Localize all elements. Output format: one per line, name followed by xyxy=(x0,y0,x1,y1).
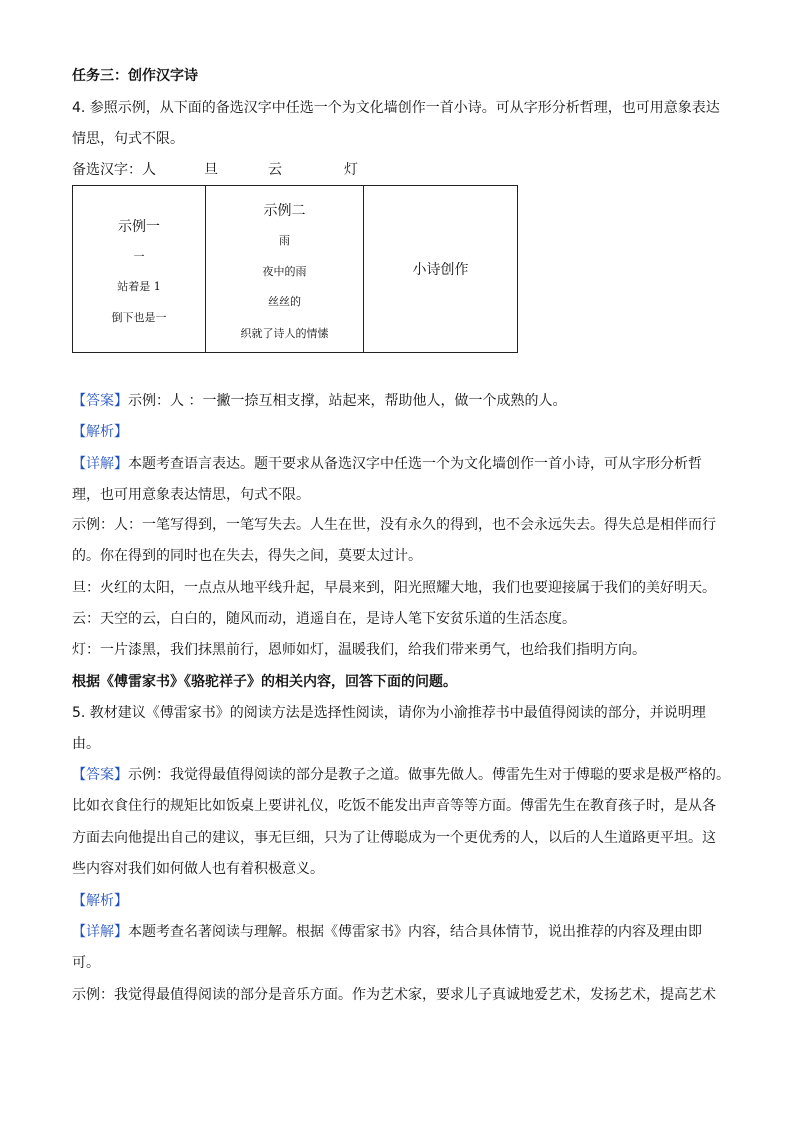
answer-4 xyxy=(72,391,566,411)
example-one-line-3: 倒下也是一 xyxy=(111,311,167,324)
question-5-line-1: 5. 教材建议《傅雷家书》的阅读方法是选择性阅读，请你为小渝推荐书中最值得阅读的部分，并说明理 xyxy=(72,705,706,721)
example-dan: 旦：火红的太阳，一点点从地平线升起，早晨来到，阳光照耀大地，我们也要迎接属于我们的美好明天。 xyxy=(72,580,716,596)
example-yun: 云：天空的云，白白的，随风而动，逍遥自在，是诗人笔下安贫乐道的生活态度。 xyxy=(72,611,576,627)
example-two-line-1: 雨 xyxy=(279,234,290,247)
candidate-deng: 灯 xyxy=(344,162,358,178)
example-one-title: 示例一 xyxy=(118,219,160,235)
candidates-label: 备选汉字： xyxy=(72,162,142,178)
example-two-line-3: 丝丝的 xyxy=(268,295,301,308)
example-two-line-4: 织就了诗人的情愫 xyxy=(240,327,329,340)
detail-tag: 【详解】 xyxy=(72,456,128,472)
answer-5-text: 示例：我觉得最值得阅读的部分是教子之道。做事先做人。傅雷先生对于傅聪的要求是极严格的。 xyxy=(128,767,730,783)
example-music-line: 示例：我觉得最值得阅读的部分是音乐方面。作为艺术家，要求儿子真诚地爱艺术，发扬艺术，提高艺术 xyxy=(72,987,716,1003)
answer-tag: 【答案】 xyxy=(72,393,128,409)
detail-5-line-2: 可。 xyxy=(72,955,100,971)
answer-tag: 【答案】 xyxy=(72,767,128,783)
detail-5-line-1 xyxy=(72,922,702,942)
task-title: 任务三：创作汉字诗 xyxy=(72,68,198,84)
examples-table xyxy=(72,185,518,353)
answer-5-line-4: 些内容对我们如何做人也有着积极意义。 xyxy=(72,861,324,877)
detail-5-text: 本题考查名著阅读与理解。根据《傅雷家书》内容，结合具体情节，说出推荐的内容及理由即 xyxy=(128,924,702,940)
answer-5-line-1 xyxy=(72,765,730,785)
detail-4-line-1 xyxy=(72,454,702,474)
question-4-line-2: 情思，句式不限。 xyxy=(72,131,184,147)
candidate-ren: 人 xyxy=(142,162,156,178)
example-ren-line-2: 的。你在得到的同时也在失去，得失之间，莫要太过计。 xyxy=(72,548,422,564)
example-ren-line-1: 示例：人：一笔写得到，一笔写失去。人生在世，没有永久的得到，也不会永远失去。得失总是相伴而行 xyxy=(72,517,716,533)
detail-tag: 【详解】 xyxy=(72,924,128,940)
example-two-line-2: 夜中的雨 xyxy=(262,265,307,278)
answer-5-line-3: 方面去向他提出自己的建议，事无巨细，只为了让傅聪成为一个更优秀的人，以后的人生道路更平坦。这 xyxy=(72,830,716,846)
poem-creation-label: 小诗创作 xyxy=(412,262,469,278)
candidate-yun: 云 xyxy=(268,162,282,178)
detail-4-text: 本题考查语言表达。题干要求从备选汉字中任选一个为文化墙创作一首小诗，可从字形分析哲 xyxy=(128,456,702,472)
example-two-cell xyxy=(206,186,364,353)
example-one-cell xyxy=(73,186,206,353)
answer-4-text: 示例：人 ：一撇一捺互相支撑，站起来，帮助他人，做一个成熟的人。 xyxy=(128,393,567,409)
question-5-line-2: 由。 xyxy=(72,736,100,752)
section-heading: 根据《傅雷家书》《骆驼祥子》的相关内容，回答下面的问题。 xyxy=(72,674,457,690)
example-one-line-2: 站着是 1 xyxy=(117,280,161,293)
detail-4-line-2: 理，也可用意象表达情思，句式不限。 xyxy=(72,487,310,503)
answer-5-line-2: 比如衣食住行的规矩比如饭桌上要讲礼仪，吃饭不能发出声音等等方面。傅雷先生在教育孩子时，是从各 xyxy=(72,798,716,814)
example-one-line-1: 一 xyxy=(133,250,145,263)
candidate-characters xyxy=(72,160,358,180)
question-4-line-1: 4. 参照示例，从下面的备选汉字中任选一个为文化墙创作一首小诗。可从字形分析哲理，也可用意象表达 xyxy=(72,100,720,116)
analysis-4-tag: 【解析】 xyxy=(72,424,128,440)
example-two-title: 示例二 xyxy=(263,203,306,219)
poem-creation-cell[interactable] xyxy=(364,186,518,353)
example-deng: 灯：一片漆黑，我们抹黑前行，恩师如灯，温暖我们，给我们带来勇气，也给我们指明方向。 xyxy=(72,642,646,658)
analysis-5-tag: 【解析】 xyxy=(72,893,128,909)
candidate-dan: 旦 xyxy=(204,162,218,178)
